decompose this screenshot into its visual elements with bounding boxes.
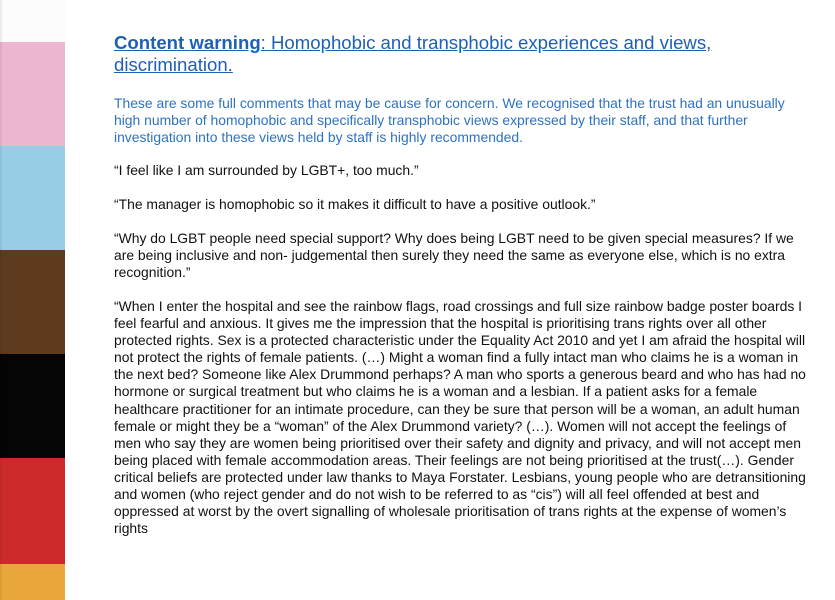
stripe-brown (0, 250, 65, 354)
stripe-black (0, 354, 65, 458)
intro-paragraph: These are some full comments that may be cause for concern. We recognised that the trust had an unusually high number of homophobic and specifically transphobic views expressed by their staff, and that further investigation into these views held by staff is highly recommended. (114, 95, 785, 145)
flag-stripes (0, 0, 65, 600)
quote-paragraph: “Why do LGBT people need special support? Why does being LGBT need to be given special measures? If we are being inclusive and non- judgemental then surely they need the same as everyone else, which is no extra recognition.” (114, 230, 794, 281)
stripe-orange (0, 564, 65, 600)
quote-paragraph: “The manager is homophobic so it makes it difficult to have a positive outlook.” (114, 196, 596, 213)
stripe-pink (0, 42, 65, 146)
content-warning-text: : Homophobic and transphobic experiences and views, discrimination. (114, 32, 712, 75)
quote-paragraph: “When I enter the hospital and see the rainbow flags, road crossings and full size rainbow badge poster boards I feel fearful and anxious. It gives me the impression that the hospital is prioritising trans rights over all other protected rights. Sex is a protected characteristic under the Equality Act 2010 and yet I am afraid the hospital will not protect the rights of female patients. (…) Might a woman find a fully intact man who claims he is a woman in the next bed? Someone like Alex Drummond perhaps? A man who sports a generous beard and who has had no hormone or surgical treatment but who claims he is a woman and a lesbian. If a patient asks for a female healthcare practitioner for an intimate procedure, can they be sure that person will be a woman, an adult human female or might they be a “woman” of the Alex Drummond variety? (…). Women will not accept the feelings of men who say they are women being prioritised over their safety and dignity and privacy, and will not accept men being placed with female accommodation areas. Their feelings are not being prioritised at the trust(…). Gender critical beliefs are protected under law thanks to Maya Forstater. Lesbians, young people who are detransitioning and women (who reject gender and do not wish to be referred to as “cis”) will all feel offended at best and oppressed at worst by the overt signalling of wholesale prioritisation of trans rights at the expense of women’s rights (114, 298, 806, 536)
stripe-edge (0, 0, 2, 600)
quote-paragraph: “I feel like I am surrounded by LGBT+, too much.” (114, 162, 419, 178)
stripe-red (0, 458, 65, 564)
stripe-light-blue (0, 146, 65, 250)
document-body (114, 32, 814, 554)
stripe-white (0, 0, 65, 42)
content-warning-heading (114, 32, 814, 76)
content-warning-label: Content warning (114, 32, 261, 53)
